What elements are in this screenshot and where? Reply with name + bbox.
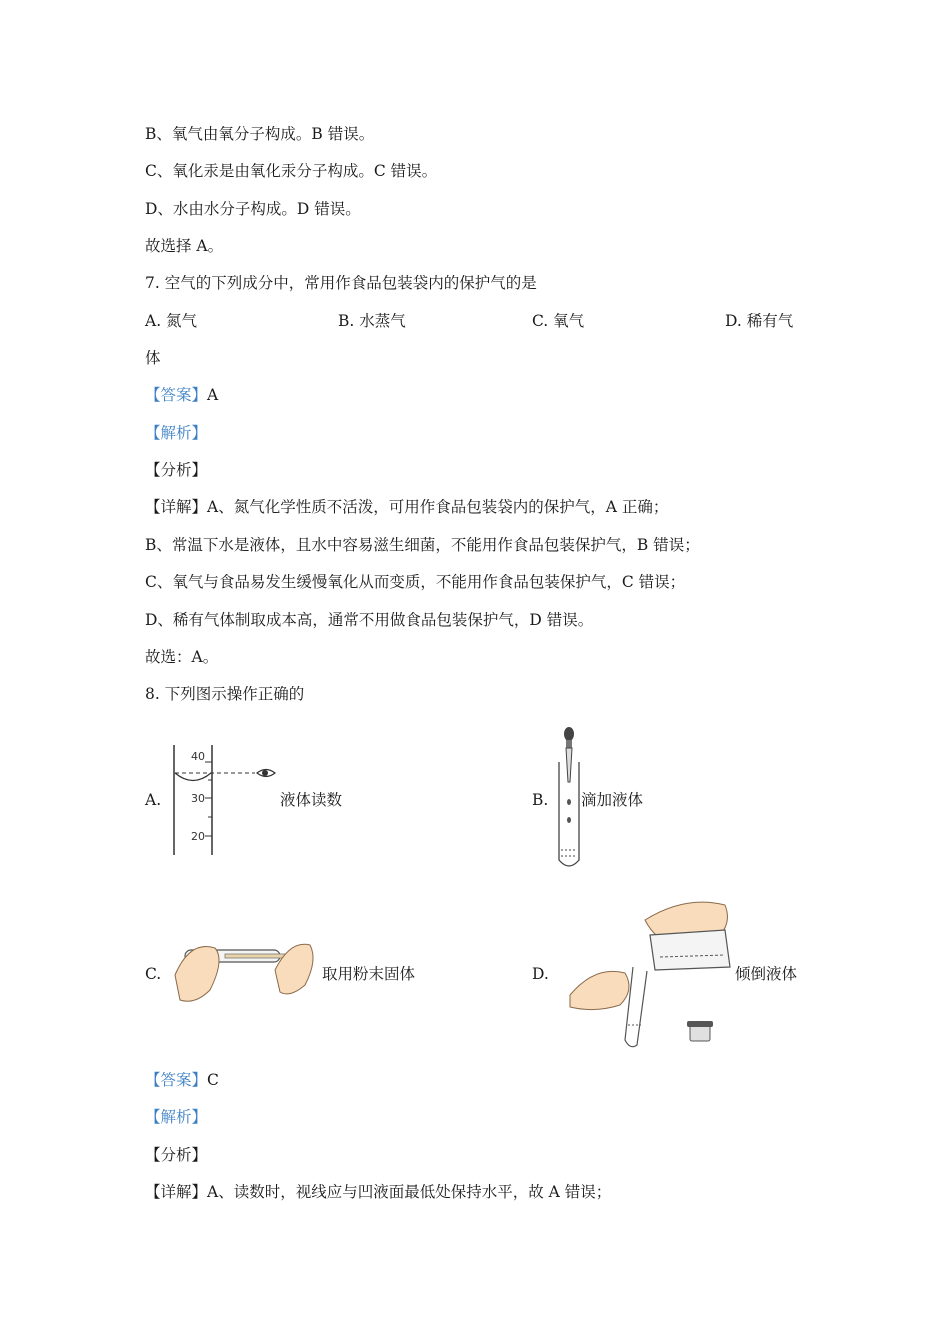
figure-c-caption: 取用粉末固体 xyxy=(322,965,416,983)
text-line: 故选择 A。 xyxy=(145,237,224,255)
q7-detail-2: B、常温下水是液体，且水中容易滋生细菌，不能用作食品包装保护气，B 错误； xyxy=(145,536,700,554)
text-line: B、氧气由氧分子构成。B 错误。 xyxy=(145,125,375,143)
q7-detail-3: C、氧气与食品易发生缓慢氧化从而变质，不能用作食品包装保护气，C 错误； xyxy=(145,573,686,591)
answer-tag: 【答案】 xyxy=(145,1071,208,1089)
q7-option-d: D. 稀有气 xyxy=(725,312,794,330)
q7-option-c: C. 氧气 xyxy=(532,312,585,330)
detail-text: A、氮气化学性质不活泼，可用作食品包装袋内的保护气，A 正确； xyxy=(207,498,669,516)
q7-option-d-wrap: 体 xyxy=(145,349,161,367)
figure-d-caption: 倾倒液体 xyxy=(735,965,798,983)
q7-option-a: A. 氮气 xyxy=(145,312,198,330)
figure-b-letter: B. xyxy=(532,791,549,809)
pouring-liquid-figure xyxy=(565,895,735,1053)
q7-detail-1 xyxy=(145,497,668,517)
answer-value: C xyxy=(207,1071,219,1089)
detail-text: A、读数时，视线应与凹液面最低处保持水平，故 A 错误； xyxy=(207,1183,612,1201)
graduated-cylinder-figure xyxy=(165,740,285,860)
cylinder-tick-label: 20 xyxy=(191,830,205,843)
powder-test-tube-figure xyxy=(170,930,320,1010)
q7-detail-4: D、稀有气体制取成本高，通常不用做食品包装保护气，D 错误。 xyxy=(145,611,594,629)
figure-a-caption: 液体读数 xyxy=(280,791,343,809)
figure-a-letter: A. xyxy=(145,791,162,809)
q8-answer xyxy=(145,1070,219,1090)
question-8-stem: 8. 下列图示操作正确的 xyxy=(145,685,305,703)
q8-fenxi: 【分析】 xyxy=(145,1146,208,1164)
q7-analysis-tag: 【解析】 xyxy=(145,424,208,442)
detail-tag: 【详解】 xyxy=(145,1183,208,1201)
text-line: C、氧化汞是由氧化汞分子构成。C 错误。 xyxy=(145,162,438,180)
figure-d-letter: D. xyxy=(532,965,549,983)
q8-analysis-tag: 【解析】 xyxy=(145,1108,208,1126)
q8-detail-1 xyxy=(145,1182,611,1202)
answer-tag: 【答案】 xyxy=(145,386,208,404)
q7-option-b: B. 水蒸气 xyxy=(338,312,406,330)
detail-tag: 【详解】 xyxy=(145,498,208,516)
eye-icon xyxy=(257,770,275,777)
text-line: D、水由水分子构成。D 错误。 xyxy=(145,200,361,218)
cylinder-tick-label: 40 xyxy=(191,750,205,763)
answer-value: A xyxy=(207,386,219,404)
cylinder-tick-label: 30 xyxy=(191,792,205,805)
q7-fenxi: 【分析】 xyxy=(145,461,208,479)
figure-c-letter: C. xyxy=(145,965,162,983)
q7-answer xyxy=(145,385,218,405)
q7-conclusion: 故选：A。 xyxy=(145,648,219,666)
question-7-stem: 7. 空气的下列成分中，常用作食品包装袋内的保护气的是 xyxy=(145,274,537,292)
figure-b-caption: 滴加液体 xyxy=(581,791,644,809)
